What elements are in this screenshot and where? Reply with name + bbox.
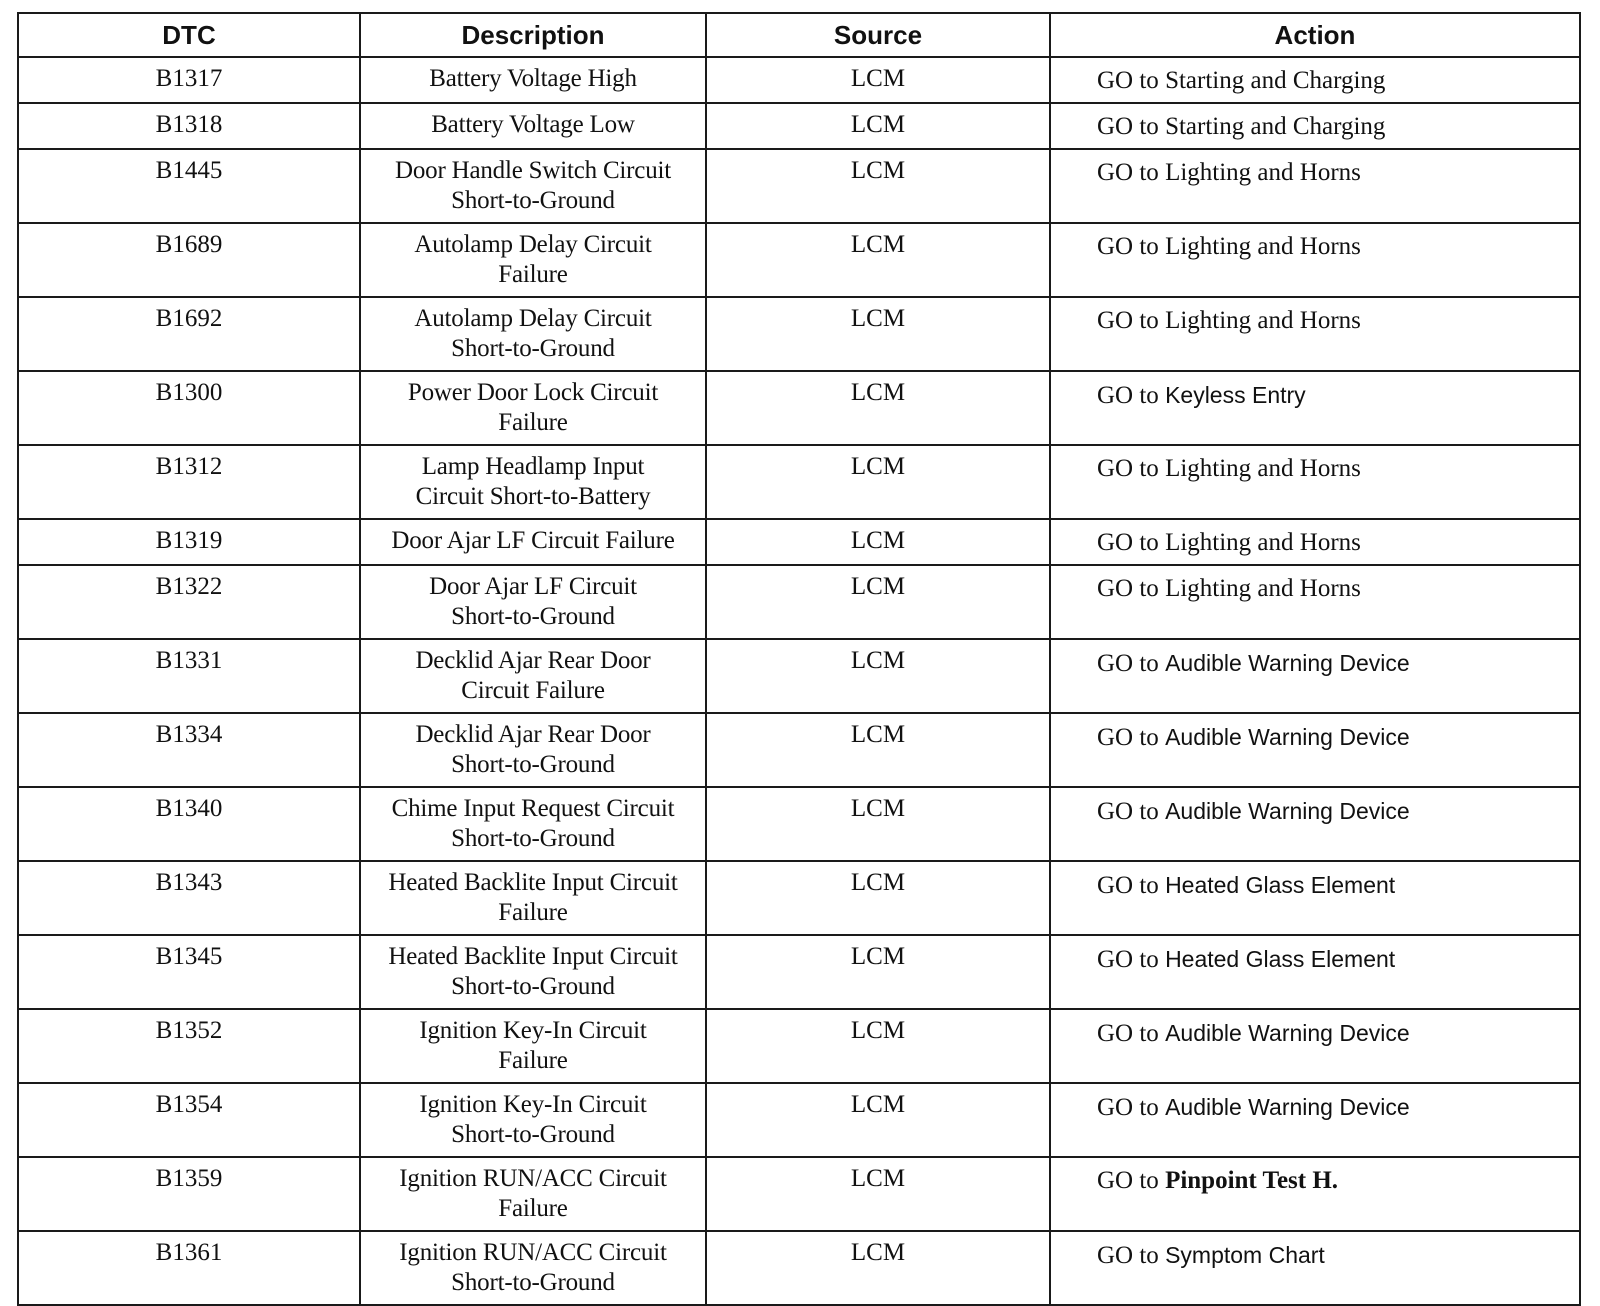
dtc-source: LCM (706, 149, 1050, 223)
description-line: Autolamp Delay Circuit (414, 231, 652, 258)
dtc-code: B1361 (18, 1231, 360, 1305)
dtc-code: B1354 (18, 1083, 360, 1157)
action-go-to: GO to (1097, 159, 1159, 186)
dtc-action (1050, 1009, 1580, 1083)
action-go-to: GO to (1097, 724, 1159, 751)
table-body (18, 57, 1580, 1305)
dtc-description (360, 57, 706, 103)
dtc-source: LCM (706, 371, 1050, 445)
action-target-link[interactable]: Lighting and Horns (1165, 159, 1361, 186)
action-target-link[interactable]: Audible Warning Device (1165, 1020, 1410, 1046)
description-line: Circuit Failure (461, 677, 605, 704)
description-line: Battery Voltage Low (431, 111, 635, 138)
action-go-to: GO to (1097, 382, 1159, 409)
dtc-table (17, 12, 1581, 1306)
table-row (18, 639, 1580, 713)
dtc-action (1050, 935, 1580, 1009)
action-target-link[interactable]: Keyless Entry (1165, 382, 1306, 408)
action-target-link[interactable]: Symptom Chart (1165, 1242, 1325, 1268)
table-row (18, 935, 1580, 1009)
description-line: Decklid Ajar Rear Door (415, 647, 651, 674)
action-target-link[interactable]: Lighting and Horns (1165, 455, 1361, 482)
description-line: Heated Backlite Input Circuit (388, 869, 678, 896)
action-go-to: GO to (1097, 1242, 1159, 1269)
dtc-code: B1331 (18, 639, 360, 713)
dtc-description (360, 223, 706, 297)
description-line: Failure (498, 899, 568, 926)
description-line: Failure (498, 1047, 568, 1074)
description-line: Ignition Key-In Circuit (419, 1017, 647, 1044)
dtc-source: LCM (706, 787, 1050, 861)
action-target-link[interactable]: Pinpoint Test H. (1165, 1167, 1339, 1194)
dtc-code: B1318 (18, 103, 360, 149)
dtc-description (360, 103, 706, 149)
description-line: Ignition RUN/ACC Circuit (399, 1239, 667, 1266)
description-line: Short-to-Ground (451, 751, 615, 778)
action-target-link[interactable]: Heated Glass Element (1165, 946, 1396, 972)
table-row (18, 57, 1580, 103)
dtc-description (360, 861, 706, 935)
dtc-action (1050, 1083, 1580, 1157)
action-target-link[interactable]: Lighting and Horns (1165, 233, 1361, 260)
dtc-description (360, 1009, 706, 1083)
dtc-action (1050, 1157, 1580, 1231)
action-target-link[interactable]: Lighting and Horns (1165, 575, 1361, 602)
dtc-action (1050, 1231, 1580, 1305)
action-target-link[interactable]: Starting and Charging (1165, 67, 1386, 94)
dtc-action (1050, 149, 1580, 223)
dtc-source: LCM (706, 1157, 1050, 1231)
dtc-source: LCM (706, 861, 1050, 935)
action-go-to: GO to (1097, 67, 1159, 94)
description-line: Ignition RUN/ACC Circuit (399, 1165, 667, 1192)
action-target-link[interactable]: Heated Glass Element (1165, 872, 1396, 898)
dtc-code: B1445 (18, 149, 360, 223)
dtc-action (1050, 297, 1580, 371)
dtc-source: LCM (706, 565, 1050, 639)
description-line: Door Ajar LF Circuit (429, 573, 637, 600)
table-row (18, 1157, 1580, 1231)
description-line: Power Door Lock Circuit (407, 379, 659, 406)
dtc-description (360, 445, 706, 519)
dtc-action (1050, 565, 1580, 639)
table-row (18, 519, 1580, 565)
table-row (18, 1009, 1580, 1083)
dtc-description (360, 149, 706, 223)
dtc-source: LCM (706, 297, 1050, 371)
description-line: Chime Input Request Circuit (391, 795, 675, 822)
dtc-action (1050, 445, 1580, 519)
dtc-code: B1359 (18, 1157, 360, 1231)
description-line: Short-to-Ground (451, 825, 615, 852)
action-go-to: GO to (1097, 575, 1159, 602)
table-row (18, 1231, 1580, 1305)
dtc-description (360, 787, 706, 861)
dtc-description (360, 1157, 706, 1231)
description-line: Failure (498, 409, 568, 436)
table-row (18, 787, 1580, 861)
action-target-link[interactable]: Audible Warning Device (1165, 650, 1410, 676)
table-row (18, 371, 1580, 445)
description-line: Door Ajar LF Circuit Failure (391, 527, 675, 554)
dtc-action (1050, 861, 1580, 935)
action-go-to: GO to (1097, 1167, 1159, 1194)
action-go-to: GO to (1097, 455, 1159, 482)
dtc-code: B1322 (18, 565, 360, 639)
table-row (18, 565, 1580, 639)
action-go-to: GO to (1097, 650, 1159, 677)
dtc-source: LCM (706, 1083, 1050, 1157)
dtc-description (360, 565, 706, 639)
description-line: Ignition Key-In Circuit (419, 1091, 647, 1118)
table-row (18, 445, 1580, 519)
action-go-to: GO to (1097, 113, 1159, 140)
table-row (18, 861, 1580, 935)
description-line: Short-to-Ground (451, 603, 615, 630)
dtc-source: LCM (706, 1231, 1050, 1305)
dtc-description (360, 1083, 706, 1157)
action-target-link[interactable]: Audible Warning Device (1165, 798, 1410, 824)
dtc-action (1050, 223, 1580, 297)
dtc-description (360, 935, 706, 1009)
dtc-code: B1312 (18, 445, 360, 519)
dtc-description (360, 297, 706, 371)
table-row (18, 713, 1580, 787)
dtc-source: LCM (706, 935, 1050, 1009)
dtc-description (360, 1231, 706, 1305)
dtc-source: LCM (706, 519, 1050, 565)
dtc-description (360, 639, 706, 713)
action-target-link[interactable]: Audible Warning Device (1165, 724, 1410, 750)
dtc-code: B1343 (18, 861, 360, 935)
dtc-action (1050, 57, 1580, 103)
dtc-action (1050, 787, 1580, 861)
description-line: Short-to-Ground (451, 187, 615, 214)
action-go-to: GO to (1097, 872, 1159, 899)
dtc-action (1050, 103, 1580, 149)
description-line: Decklid Ajar Rear Door (415, 721, 651, 748)
header-description: Description (360, 13, 706, 57)
description-line: Door Handle Switch Circuit (394, 157, 671, 184)
dtc-description (360, 371, 706, 445)
dtc-description (360, 713, 706, 787)
dtc-action (1050, 713, 1580, 787)
dtc-source: LCM (706, 57, 1050, 103)
dtc-code: B1300 (18, 371, 360, 445)
dtc-code: B1317 (18, 57, 360, 103)
description-line: Battery Voltage High (429, 65, 637, 92)
dtc-code: B1352 (18, 1009, 360, 1083)
description-line: Autolamp Delay Circuit (414, 305, 652, 332)
action-go-to: GO to (1097, 946, 1159, 973)
header-source: Source (706, 13, 1050, 57)
dtc-action (1050, 519, 1580, 565)
dtc-code: B1692 (18, 297, 360, 371)
description-line: Circuit Short-to-Battery (415, 483, 651, 510)
dtc-source: LCM (706, 713, 1050, 787)
dtc-code: B1334 (18, 713, 360, 787)
dtc-action (1050, 639, 1580, 713)
dtc-code: B1345 (18, 935, 360, 1009)
dtc-source: LCM (706, 445, 1050, 519)
description-line: Failure (498, 1195, 568, 1222)
description-line: Failure (498, 261, 568, 288)
description-line: Short-to-Ground (451, 1121, 615, 1148)
description-line: Short-to-Ground (451, 335, 615, 362)
header-dtc: DTC (18, 13, 360, 57)
table-row (18, 149, 1580, 223)
table-row (18, 1083, 1580, 1157)
dtc-code: B1319 (18, 519, 360, 565)
header-action: Action (1050, 13, 1580, 57)
description-line: Short-to-Ground (451, 1269, 615, 1296)
table-row (18, 297, 1580, 371)
action-go-to: GO to (1097, 529, 1159, 556)
action-go-to: GO to (1097, 1020, 1159, 1047)
dtc-code: B1340 (18, 787, 360, 861)
table-row (18, 103, 1580, 149)
dtc-source: LCM (706, 639, 1050, 713)
action-go-to: GO to (1097, 1094, 1159, 1121)
action-target-link[interactable]: Starting and Charging (1165, 113, 1386, 140)
dtc-code: B1689 (18, 223, 360, 297)
description-line: Short-to-Ground (451, 973, 615, 1000)
action-go-to: GO to (1097, 307, 1159, 334)
action-target-link[interactable]: Audible Warning Device (1165, 1094, 1410, 1120)
action-go-to: GO to (1097, 233, 1159, 260)
action-target-link[interactable]: Lighting and Horns (1165, 307, 1361, 334)
dtc-source: LCM (706, 223, 1050, 297)
description-line: Lamp Headlamp Input (421, 453, 645, 480)
table-row (18, 223, 1580, 297)
header-row (18, 13, 1580, 57)
dtc-source: LCM (706, 1009, 1050, 1083)
dtc-description (360, 519, 706, 565)
dtc-source: LCM (706, 103, 1050, 149)
dtc-action (1050, 371, 1580, 445)
action-target-link[interactable]: Lighting and Horns (1165, 529, 1361, 556)
description-line: Heated Backlite Input Circuit (388, 943, 678, 970)
action-go-to: GO to (1097, 798, 1159, 825)
